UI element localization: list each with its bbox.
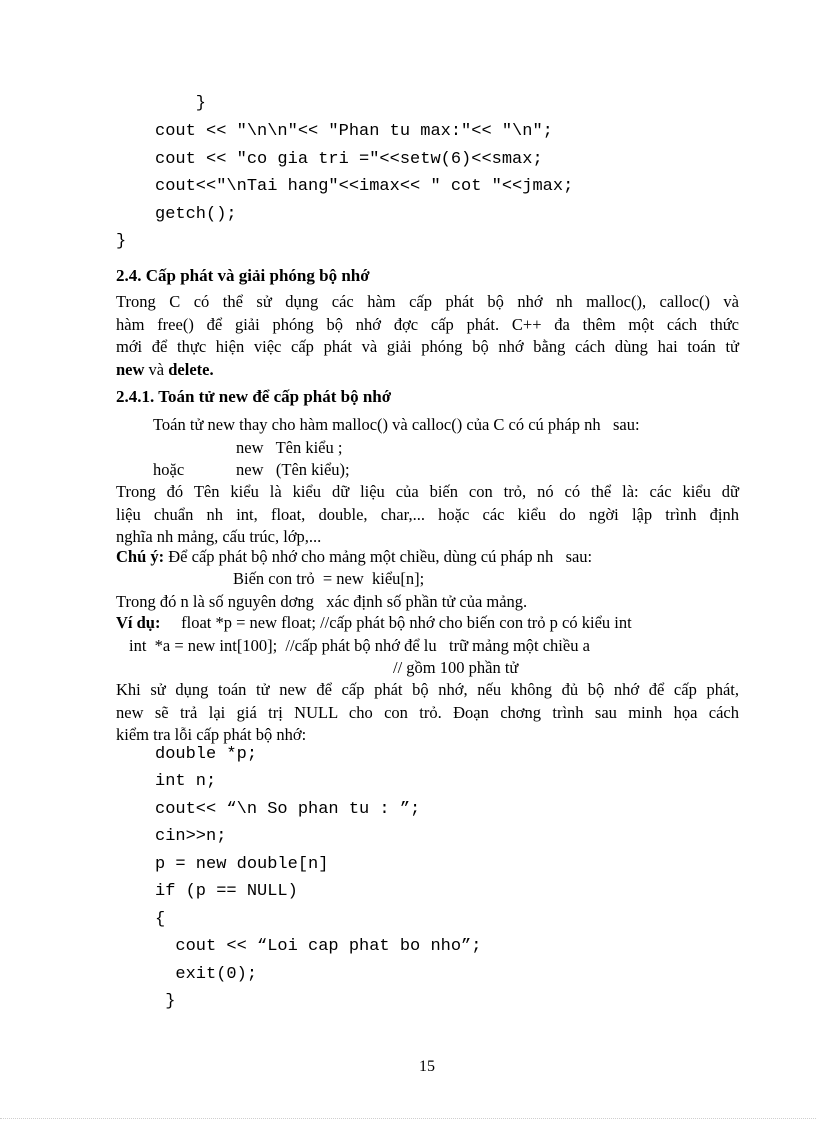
intro-line: Toán tử new thay cho hàm malloc() và calloc() của C có cú pháp nh sau: [153, 415, 640, 434]
code-line: double *p; [155, 745, 258, 764]
keyword-delete: delete. [168, 359, 214, 379]
code-line: { [155, 910, 166, 929]
paragraph-line: kiểm tra lỗi cấp phát bộ nhớ: [116, 725, 307, 744]
paragraph-line: Trong C có thể sử dụng các hàm cấp phát bộ nhớ nh malloc(), calloc() và [116, 292, 739, 311]
note-where: Trong đó n là số nguyên dơng xác định số phần tử của mảng. [116, 592, 528, 611]
syntax-or-label: hoặc [153, 460, 185, 479]
example-line [116, 613, 632, 633]
code-line: cin>>n; [155, 827, 227, 846]
note-label: Chú ý: [116, 547, 165, 566]
example-label: Ví dụ: [116, 613, 161, 632]
code-line: getch(); [155, 205, 237, 224]
code-line: } [155, 94, 207, 113]
section-heading: 2.4. Cấp phát và giải phóng bộ nhớ [116, 266, 370, 285]
code-line: p = new double[n] [155, 855, 329, 874]
conjunction: và [144, 359, 169, 379]
page-number: 15 [419, 1058, 435, 1075]
paragraph-line: new sẽ trả lại giá trị NULL cho con trỏ. Đoạn chơng trình sau minh họa cách [116, 702, 739, 722]
code-line: cout << "co gia tri ="<<setw(6)<<smax; [155, 150, 543, 169]
keyword-new: new [116, 359, 145, 379]
code-line: int n; [155, 772, 217, 791]
type-description [116, 481, 739, 549]
example-line: int *a = new int[100]; //cấp phát bộ nhớ để lu trữ mảng một chiều a [129, 636, 590, 655]
paragraph-line: liệu chuẩn nh int, float, double, char,... hoặc các kiểu do ngời lập trình định [116, 504, 739, 524]
paragraph-line: hàm free() để giải phóng bộ nhớ đợc cấp phát. C++ đa thêm một cách thức [116, 314, 739, 334]
code-line: } [116, 232, 127, 251]
example-text: float *p = new float; //cấp phát bộ nhớ cho biến con trỏ p có kiểu int [160, 613, 632, 632]
code-line: cout<<"\nTai hang"<<imax<< " cot "<<jmax; [155, 177, 574, 196]
code-line: cout << "\n\n"<< "Phan tu max:"<< "\n"; [155, 122, 553, 141]
code-line: cout<< “\n So phan tu : ”; [155, 800, 421, 819]
note-line [116, 547, 592, 567]
syntax-line: new Tên kiểu ; [236, 438, 343, 457]
subsection-heading: 2.4.1. Toán tử new để cấp phát bộ nhớ [116, 387, 392, 406]
footer-dotted-line [0, 1118, 816, 1119]
code-line: cout << “Loi cap phat bo nho”; [155, 937, 482, 956]
code-line: exit(0); [155, 965, 258, 984]
note-text: Để cấp phát bộ nhớ cho mảng một chiều, dùng cú pháp nh sau: [164, 547, 593, 566]
paragraph-line: Khi sử dụng toán tử new để cấp phát bộ nhớ, nếu không đủ bộ nhớ để cấp phát, [116, 680, 739, 699]
syntax-line: new (Tên kiểu); [236, 460, 350, 479]
paragraph-line: Trong đó Tên kiểu là kiểu dữ liệu của biến con trỏ, nó có thể là: các kiểu dữ [116, 482, 739, 501]
null-check-description [116, 679, 739, 747]
example-line: // gồm 100 phần tử [393, 658, 519, 677]
note-syntax: Biến con trỏ = new kiểu[n]; [233, 569, 425, 588]
paragraph-line [116, 359, 739, 382]
section-paragraph [116, 291, 739, 381]
code-line: } [155, 992, 176, 1011]
paragraph-line: mới để thực hiện việc cấp phát và giải phóng bộ nhớ bằng cách dùng hai toán tử [116, 337, 739, 356]
paragraph-line: nghĩa nh mảng, cấu trúc, lớp,... [116, 527, 322, 546]
code-line: if (p == NULL) [155, 882, 298, 901]
